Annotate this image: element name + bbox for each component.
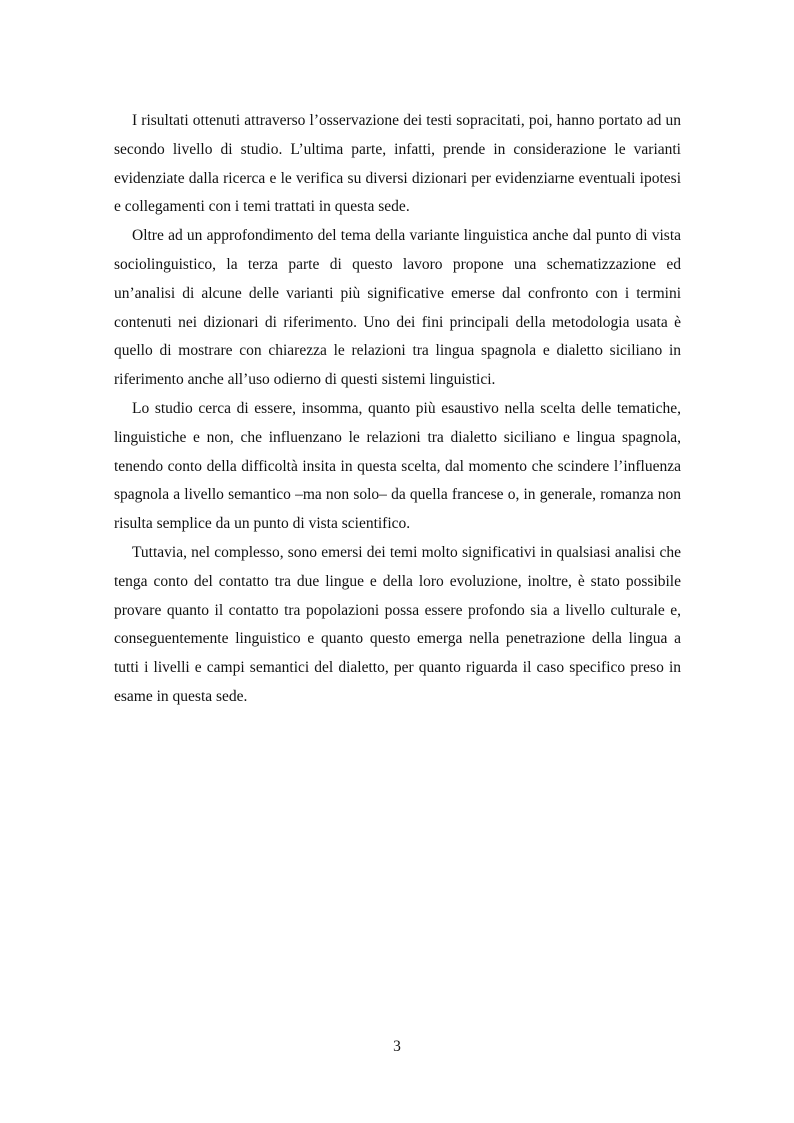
paragraph-2: Oltre ad un approfondimento del tema della variante linguistica anche dal punto di vista sociolinguistico, la terza parte di questo lavoro propone una schematizzazione ed un’analisi di alcune delle varianti più significative emerse dal confronto con i termini contenuti nei dizionari di riferimento. Uno dei fini principali della metodologia usata è quello di mostrare con chiarezza le relazioni tra lingua spagnola e dialetto siciliano in riferimento anche all’uso odierno di questi sistemi linguistici. (114, 227, 681, 389)
page-number: 3 (393, 1038, 401, 1055)
body-text (114, 107, 681, 712)
paragraph-4: Tuttavia, nel complesso, sono emersi dei temi molto significativi in qualsiasi analisi che tenga conto del contatto tra due lingue e della loro evoluzione, inoltre, è stato possibile provare quanto il contatto tra popolazioni possa essere profondo sia a livello culturale e, conseguentemente linguistico e quanto questo emerga nella penetrazione della lingua a tutti i livelli e campi semantici del dialetto, per quanto riguarda il caso specifico preso in esame in questa sede. (114, 543, 681, 705)
paragraph-1: I risultati ottenuti attraverso l’osservazione dei testi sopracitati, poi, hanno portato ad un secondo livello di studio. L’ultima parte, infatti, prende in considerazione le varianti evidenziate dalla ricerca e le verifica su diversi dizionari per evidenziarne eventuali ipotesi e collegamenti con i temi trattati in questa sede. (114, 112, 681, 216)
paragraph-3: Lo studio cerca di essere, insomma, quanto più esaustivo nella scelta delle tematiche, linguistiche e non, che influenzano le relazioni tra dialetto siciliano e lingua spagnola, tenendo conto della difficoltà insita in questa scelta, dal momento che scindere l’influenza spagnola a livello semantico –ma non solo– da quella francese o, in generale, romanza non risulta semplice da un punto di vista scientifico. (114, 399, 681, 533)
